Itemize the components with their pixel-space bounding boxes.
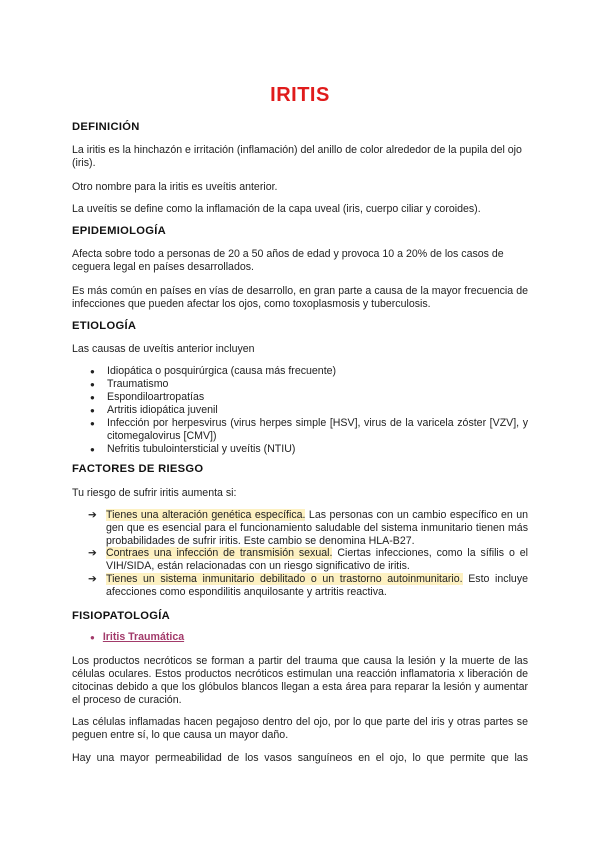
epidemiologia-paragraph-1: Afecta sobre todo a personas de 20 a 50 años de edad y provoca 10 a 20% de los casos de ceguera legal en países desarrollados. (72, 248, 504, 273)
list-item: ● Artritis idiopática juvenil (90, 404, 528, 417)
list-item (88, 573, 528, 599)
highlighted-text: Contraes una infección de transmisión sexual. (106, 547, 333, 560)
list-item: ● Espondiloartropatías (90, 391, 528, 404)
sub-item-iritis-traumatica (90, 631, 184, 643)
heading-epidemiologia: EPIDEMIOLOGÍA (72, 225, 167, 237)
definicion-paragraph-2: Otro nombre para la iritis es uveítis anterior. (72, 181, 278, 193)
list-item: ● Infección por herpesvirus (virus herpes simple [HSV], virus de la varicela zóster [VZV], y citomegalovirus [CMV]) (90, 417, 528, 443)
factores-list (88, 509, 528, 599)
highlighted-text: Tienes una alteración genética específica. (106, 509, 306, 521)
etiologia-list (90, 365, 528, 456)
heading-definicion: DEFINICIÓN (72, 121, 140, 133)
list-item: ● Nefritis tubulointersticial y uveítis (NTIU) (90, 443, 528, 456)
definicion-paragraph-1: La iritis es la hinchazón e irritación (inflamación) del anillo de color alrededor de la pupila del ojo (iris). (72, 144, 522, 169)
heading-fisiopatologia: FISIOPATOLOGÍA (72, 610, 171, 622)
list-item (88, 509, 528, 547)
etiologia-intro: Las causas de uveítis anterior incluyen (72, 343, 255, 355)
item-text: Esto incluye afecciones como espondilitis anquilosante y artritis reactiva. (106, 572, 529, 598)
arrow-icon: ➔ (88, 509, 97, 521)
definicion-paragraph-3: La uveítis se define como la inflamación de la capa uveal (iris, cuerpo ciliar y coroides). (72, 203, 481, 215)
fisiopatologia-paragraph-3: Hay una mayor permeabilidad de los vasos sanguíneos en el ojo, lo que permite que las (72, 752, 528, 764)
heading-factores-riesgo: FACTORES DE RIESGO (72, 463, 204, 475)
factores-intro: Tu riesgo de sufrir iritis aumenta si: (72, 487, 237, 499)
list-item (88, 547, 528, 573)
arrow-icon: ➔ (88, 572, 97, 585)
list-item: ● Idiopática o posquirúrgica (causa más frecuente) (90, 365, 528, 378)
item-text: Las personas con un cambio específico en un gen que es esencial para el funcionamiento saludable del sistema inmunitario tienen más probabilidades de sufrir iritis. Este cambio se denomina HLA-B27. (106, 509, 528, 547)
fisiopatologia-paragraph-1: Los productos necróticos se forman a partir del trauma que causa la lesión y la muerte de las células oculares. Estos productos necróticos estimulan una reacción inflamatoria x liberación de citocinas debido a que los glóbulos blancos llegan a esta área para reparar la lesión y aumentar el proceso de curación. (72, 655, 528, 706)
page-title: IRITIS (270, 84, 330, 106)
highlighted-text: Tienes un sistema inmunitario debilitado o un trastorno autoinmunitario. (106, 572, 463, 585)
fisiopatologia-paragraph-2: Las células inflamadas hacen pegajoso dentro del ojo, por lo que parte del iris y otras partes se peguen entre sí, lo que causa un mayor daño. (72, 716, 528, 741)
epidemiologia-paragraph-2: Es más común en países en vías de desarrollo, en gran parte a causa de la mayor frecuencia de infecciones que pueden afectar los ojos, como toxoplasmosis y tuberculosis. (72, 285, 528, 310)
bullet-icon: ● (90, 633, 95, 642)
sub-item-label: Iritis Traumática (102, 631, 185, 643)
heading-etiologia: ETIOLOGÍA (72, 320, 137, 332)
arrow-icon: ➔ (88, 547, 97, 560)
list-item: ● Traumatismo (90, 378, 528, 391)
item-text: Ciertas infecciones, como la sífilis o el VIH/SIDA, están relacionadas con un riesgo significativo de iritis. (106, 547, 528, 573)
